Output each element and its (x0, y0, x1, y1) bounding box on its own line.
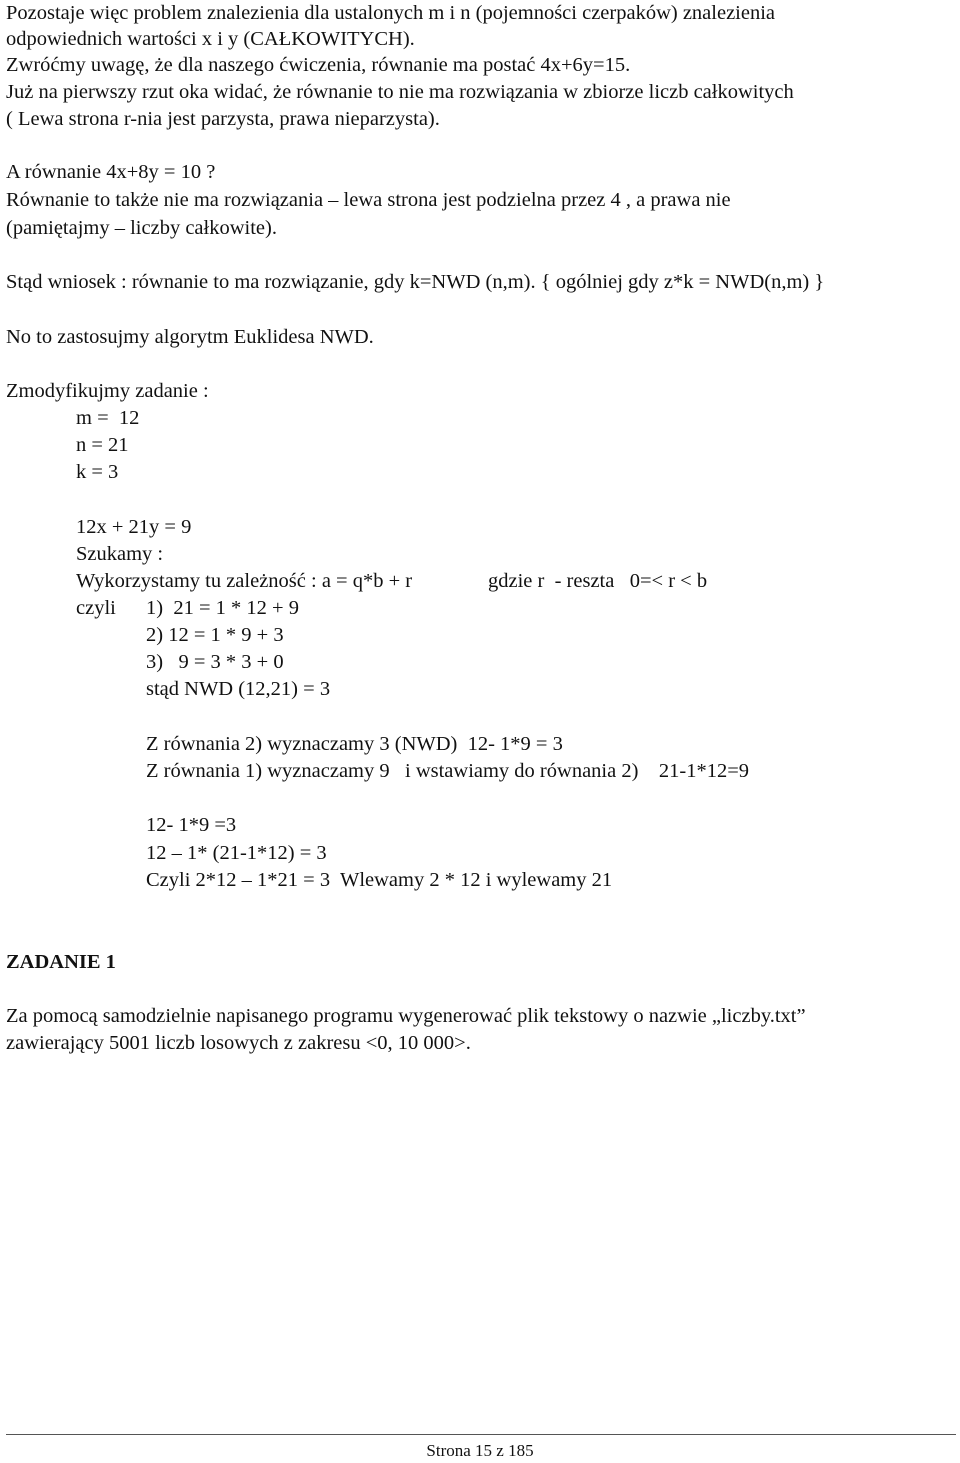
variable-m: m = 12 (76, 407, 140, 429)
derivation-line: Czyli 2*12 – 1*21 = 3 Wlewamy 2 * 12 i wylewamy 21 (146, 869, 613, 891)
gcd-result: stąd NWD (12,21) = 3 (146, 678, 331, 700)
step-1: 1) 21 = 1 * 12 + 9 (146, 597, 299, 619)
relation-note: gdzie r - reszta 0=< r < b (488, 570, 708, 592)
variable-n: n = 21 (76, 434, 129, 456)
text-line: Zwróćmy uwagę, że dla naszego ćwiczenia, równanie ma postać 4x+6y=15. (6, 54, 631, 76)
search-line: Szukamy : (76, 543, 164, 565)
text-line: (pamiętajmy – liczby całkowite). (6, 217, 277, 239)
text-line: A równanie 4x+8y = 10 ? (6, 161, 216, 183)
footer-divider (6, 1434, 956, 1435)
text-line: Równanie to także nie ma rozwiązania – lewa strona jest podzielna przez 4 , a prawa nie (6, 189, 731, 211)
text-line: Już na pierwszy rzut oka widać, że równanie to nie ma rozwiązania w zbiorze liczb całkowitych (6, 81, 794, 103)
step-3: 3) 9 = 3 * 3 + 0 (146, 651, 284, 673)
step-2: 2) 12 = 1 * 9 + 3 (146, 624, 284, 646)
variable-k: k = 3 (76, 461, 119, 483)
text-line: odpowiednich wartości x i y (CAŁKOWITYCH). (6, 28, 415, 50)
modify-title: Zmodyfikujmy zadanie : (6, 380, 209, 402)
czyli-label: czyli (76, 597, 116, 619)
task-text-line: Za pomocą samodzielnie napisanego programu wygenerować plik tekstowy o nazwie „liczby.txt” (6, 1005, 806, 1027)
text-line: Pozostaje więc problem znalezienia dla ustalonych m i n (pojemności czerpaków) znalezienia (6, 2, 776, 24)
derivation-line: 12- 1*9 =3 (146, 814, 237, 836)
page-number: Strona 15 z 185 (426, 1441, 534, 1460)
task-text-line: zawierający 5001 liczb losowych z zakresu <0, 10 000>. (6, 1032, 471, 1054)
derivation-line: Z równania 1) wyznaczamy 9 i wstawiamy do równania 2) 21-1*12=9 (146, 760, 750, 782)
relation-line: Wykorzystamy tu zależność : a = q*b + r (76, 570, 413, 592)
conclusion-line: Stąd wniosek : równanie to ma rozwiązanie, gdy k=NWD (n,m). { ogólniej gdy z*k = NWD(n,m) } (6, 271, 825, 293)
text-line: ( Lewa strona r-nia jest parzysta, prawa nieparzysta). (6, 108, 440, 130)
task-heading: ZADANIE 1 (6, 951, 116, 973)
equation-line: 12x + 21y = 9 (76, 516, 192, 538)
derivation-line: 12 – 1* (21-1*12) = 3 (146, 842, 327, 864)
derivation-line: Z równania 2) wyznaczamy 3 (NWD) 12- 1*9 = 3 (146, 733, 563, 755)
euclid-intro-line: No to zastosujmy algorytm Euklidesa NWD. (6, 326, 374, 348)
